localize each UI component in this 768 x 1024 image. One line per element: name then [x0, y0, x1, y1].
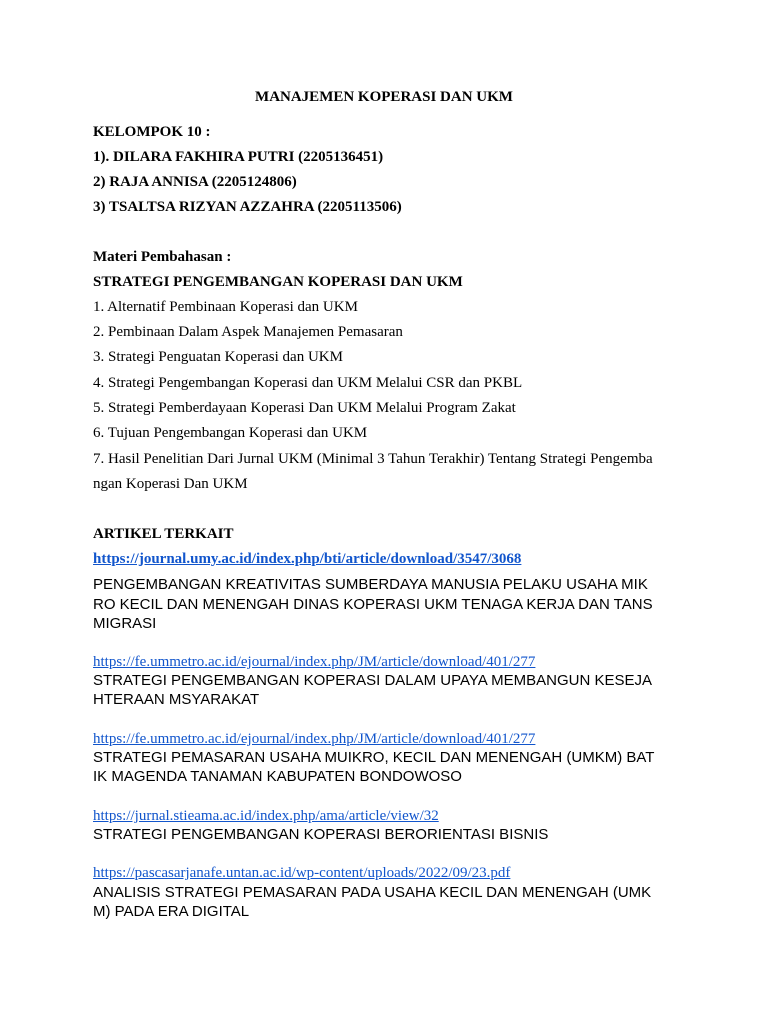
article-title-2-line-2: HTERAAN MSYARAKAT: [93, 691, 260, 708]
article-title-5-line-1: ANALISIS STRATEGI PEMASARAN PADA USAHA KECIL DAN MENENGAH (UMK: [93, 884, 652, 901]
article-title-1-line-2: RO KECIL DAN MENENGAH DINAS KOPERASI UKM TENAGA KERJA DAN TANS: [93, 596, 653, 613]
article-title-5-line-2: M) PADA ERA DIGITAL: [93, 903, 250, 920]
material-item-5: 5. Strategi Pemberdayaan Koperasi Dan UKM Melalui Program Zakat: [93, 400, 516, 416]
material-item-2: 2. Pembinaan Dalam Aspek Manajemen Pemasaran: [93, 324, 403, 340]
material-item-7: 7. Hasil Penelitian Dari Jurnal UKM (Minimal 3 Tahun Terakhir) Tentang Strategi Pengemba: [93, 451, 653, 467]
member-2: 2) RAJA ANNISA (2205124806): [93, 174, 297, 190]
article-link-5[interactable]: https://pascasarjanafe.untan.ac.id/wp-content/uploads/2022/09/23.pdf: [93, 865, 511, 881]
material-item-3: 3. Strategi Penguatan Koperasi dan UKM: [93, 349, 343, 365]
article-link-3[interactable]: https://fe.ummetro.ac.id/ejournal/index.php/JM/article/download/401/277: [93, 731, 536, 747]
material-heading: STRATEGI PENGEMBANGAN KOPERASI DAN UKM: [93, 274, 463, 290]
member-3: 3) TSALTSA RIZYAN AZZAHRA (2205113506): [93, 199, 402, 215]
material-item-7-continued: ngan Koperasi Dan UKM: [93, 476, 248, 492]
article-title-2-line-1: STRATEGI PENGEMBANGAN KOPERASI DALAM UPAYA MEMBANGUN KESEJA: [93, 672, 653, 689]
article-link-4[interactable]: https://jurnal.stieama.ac.id/index.php/ama/article/view/32: [93, 808, 439, 824]
article-link-2[interactable]: https://fe.ummetro.ac.id/ejournal/index.php/JM/article/download/401/277: [93, 654, 536, 670]
article-title-4-line-1: STRATEGI PENGEMBANGAN KOPERASI BERORIENTASI BISNIS: [93, 826, 549, 843]
material-item-6: 6. Tujuan Pengembangan Koperasi dan UKM: [93, 425, 368, 441]
article-link-1[interactable]: https://journal.umy.ac.id/index.php/bti/article/download/3547/3068: [93, 551, 522, 567]
group-label: KELOMPOK 10 :: [93, 124, 211, 140]
material-label: Materi Pembahasan :: [93, 249, 232, 265]
articles-heading: ARTIKEL TERKAIT: [93, 526, 234, 542]
material-item-4: 4. Strategi Pengembangan Koperasi dan UKM Melalui CSR dan PKBL: [93, 375, 523, 391]
document-title: MANAJEMEN KOPERASI DAN UKM: [255, 89, 513, 105]
article-title-3-line-2: IK MAGENDA TANAMAN KABUPATEN BONDOWOSO: [93, 768, 462, 785]
member-1: 1). DILARA FAKHIRA PUTRI (2205136451): [93, 149, 384, 165]
article-title-1-line-1: PENGEMBANGAN KREATIVITAS SUMBERDAYA MANUSIA PELAKU USAHA MIK: [93, 576, 648, 593]
article-title-1-line-3: MIGRASI: [93, 615, 157, 632]
material-item-1: 1. Alternatif Pembinaan Koperasi dan UKM: [93, 299, 358, 315]
article-title-3-line-1: STRATEGI PEMASARAN USAHA MUIKRO, KECIL DAN MENENGAH (UMKM) BAT: [93, 749, 655, 766]
